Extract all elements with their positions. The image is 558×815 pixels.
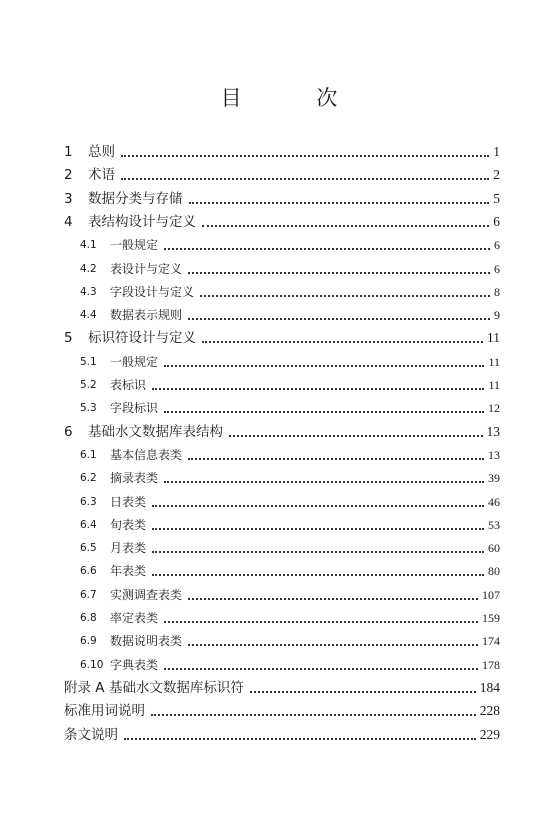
- toc-entry-number: 5: [64, 330, 73, 347]
- toc-entry-number: 5.3: [80, 402, 97, 415]
- toc-entry-number: 6: [64, 423, 73, 440]
- toc-entry-number: 6.8: [80, 612, 97, 624]
- dot-leader: [151, 712, 476, 716]
- toc-entry-label: 日表类: [110, 494, 147, 509]
- toc-entry-page-number: 11: [488, 354, 500, 369]
- toc-entry[interactable]: [80, 492, 500, 512]
- toc-entry-label: 摘录表类: [110, 471, 159, 486]
- toc-entry-label: 一般规定: [110, 238, 159, 253]
- toc-entry-number: 4.3: [80, 285, 97, 298]
- page-title: 目 次: [220, 86, 372, 110]
- toc-entry[interactable]: [80, 608, 500, 628]
- toc-entry-label: 标识符设计与定义: [88, 330, 196, 347]
- toc-entry-label: 基本信息表类: [110, 447, 183, 462]
- toc-entry-label: 实测调查表类: [110, 587, 183, 602]
- dot-leader: [164, 619, 478, 623]
- toc-entry-label: 数据说明表类: [110, 634, 183, 649]
- toc-entry-number: 6.1: [80, 448, 97, 461]
- toc-entry-label: 数据表示规则: [110, 308, 183, 323]
- toc-entry-page-number: 6: [494, 261, 500, 276]
- toc-entry[interactable]: [64, 142, 500, 162]
- toc-entry-page-number: 159: [482, 611, 500, 625]
- dot-leader: [200, 293, 490, 297]
- toc-entry-label: 附录 A 基础水文数据库标识符: [64, 679, 244, 696]
- toc-entry-label: 条文说明: [64, 726, 118, 743]
- toc-entry-label: 表设计与定义: [110, 261, 183, 276]
- toc-entry-label: 字段标识: [110, 401, 159, 416]
- toc-entry-number: 6.3: [80, 495, 97, 508]
- dot-leader: [229, 433, 483, 437]
- toc-entry-number: 6.4: [80, 518, 97, 531]
- dot-leader: [152, 503, 484, 507]
- toc-entry[interactable]: [80, 375, 500, 395]
- dot-leader: [124, 736, 476, 740]
- toc-entry[interactable]: [80, 305, 500, 325]
- toc-entry-label: 一般规定: [110, 354, 159, 369]
- toc-entry[interactable]: [64, 328, 500, 348]
- toc-entry-number: 4.2: [80, 262, 97, 275]
- toc-entry-page-number: 178: [482, 657, 500, 672]
- toc-entry[interactable]: [80, 445, 500, 465]
- toc-entry-page-number: 13: [488, 447, 500, 462]
- dot-leader: [164, 409, 484, 413]
- toc-entry-page-number: 228: [479, 703, 500, 719]
- dot-leader: [152, 549, 484, 553]
- toc-entry[interactable]: [80, 282, 500, 302]
- toc-entry-page-number: 6: [493, 213, 500, 229]
- toc-entry-number: 6.10: [80, 658, 104, 671]
- toc-entry-page-number: 8: [494, 284, 500, 299]
- toc-entry-page-number: 229: [479, 726, 500, 742]
- toc-entry[interactable]: [80, 585, 500, 605]
- toc-entry[interactable]: [64, 189, 500, 209]
- toc-entry-page-number: 80: [488, 564, 500, 579]
- toc-entry[interactable]: [64, 701, 500, 721]
- dot-leader: [164, 246, 490, 250]
- dot-leader: [164, 363, 484, 367]
- toc-entry-page-number: 12: [488, 401, 500, 416]
- dot-leader: [164, 666, 478, 670]
- toc-entry-label: 术语: [88, 167, 115, 184]
- toc-entry-label: 旬表类: [110, 517, 147, 532]
- toc-entry-number: 6.7: [80, 588, 97, 601]
- toc-entry[interactable]: [64, 422, 500, 442]
- toc-entry-number: 4: [64, 213, 73, 230]
- toc-entry-page-number: 53: [488, 517, 500, 532]
- toc-entry-label: 数据分类与存储: [88, 190, 183, 207]
- dot-leader: [121, 153, 489, 157]
- toc-entry-label: 率定表类: [110, 611, 159, 625]
- dot-leader: [202, 223, 489, 227]
- dot-leader: [152, 526, 484, 530]
- toc-entry-number: 5.1: [80, 355, 97, 368]
- toc-entry[interactable]: [64, 212, 500, 232]
- toc-entry-label: 字典表类: [110, 657, 159, 672]
- toc-entry-number: 6.5: [80, 542, 97, 555]
- toc-entry-page-number: 11: [488, 378, 500, 392]
- toc-entry-label: 年表类: [110, 564, 147, 579]
- dot-leader: [188, 642, 478, 646]
- dot-leader: [152, 572, 484, 576]
- toc-entry-label: 表结构设计与定义: [88, 213, 196, 230]
- toc-entry[interactable]: [80, 468, 500, 488]
- toc-entry[interactable]: [80, 259, 500, 279]
- dot-leader: [121, 176, 489, 180]
- toc-entry-page-number: 46: [488, 494, 500, 509]
- toc-entry-number: 6.6: [80, 565, 97, 578]
- toc-entry-number: 6.2: [80, 472, 97, 485]
- toc-entry-page-number: 11: [487, 330, 500, 346]
- toc-entry[interactable]: [80, 352, 500, 372]
- toc-entry[interactable]: [80, 398, 500, 418]
- toc-entry-page-number: 60: [488, 541, 500, 556]
- toc-entry-number: 6.9: [80, 635, 97, 648]
- toc-entry[interactable]: [80, 561, 500, 581]
- toc-entry-page-number: 5: [493, 190, 500, 206]
- toc-entry[interactable]: [64, 678, 500, 698]
- toc-entry-number: 4.1: [80, 239, 97, 252]
- toc-entry-page-number: 13: [486, 423, 500, 439]
- dot-leader: [164, 479, 484, 483]
- toc-entry-number: 2: [64, 167, 73, 184]
- toc-entry-page-number: 107: [482, 587, 500, 602]
- dot-leader: [188, 270, 490, 274]
- dot-leader: [152, 386, 484, 390]
- toc-entry-page-number: 174: [482, 634, 500, 649]
- toc-entry-label: 标准用词说明: [64, 703, 145, 720]
- toc-entry[interactable]: [80, 235, 500, 255]
- dot-leader: [250, 689, 476, 693]
- toc-entry-page-number: 6: [494, 238, 500, 253]
- dot-leader: [189, 200, 490, 204]
- dot-leader: [188, 456, 484, 460]
- toc-entry[interactable]: [80, 655, 500, 675]
- toc-entry-label: 表标识: [110, 378, 147, 392]
- dot-leader: [188, 596, 478, 600]
- toc-entry[interactable]: [80, 631, 500, 651]
- toc-entry-page-number: 2: [493, 167, 500, 183]
- toc-entry-label: 字段设计与定义: [110, 284, 195, 299]
- dot-leader: [202, 339, 483, 343]
- toc-entry-page-number: 9: [494, 308, 500, 323]
- toc-entry[interactable]: [64, 725, 500, 745]
- toc-entry[interactable]: [80, 515, 500, 535]
- toc-entry[interactable]: [64, 165, 500, 185]
- toc-entry-number: 4.4: [80, 309, 97, 322]
- toc-entry-number: 3: [64, 190, 73, 207]
- toc-entry-label: 基础水文数据库表结构: [88, 423, 223, 440]
- toc-entry-page-number: 184: [479, 679, 500, 695]
- toc-entry-number: 1: [64, 144, 73, 160]
- toc-entry-label: 总则: [88, 144, 115, 160]
- toc-entry-page-number: 39: [488, 471, 500, 486]
- toc-entry-label: 月表类: [110, 541, 147, 556]
- toc-entry[interactable]: [80, 538, 500, 558]
- dot-leader: [188, 316, 490, 320]
- toc-entry-number: 5.2: [80, 379, 97, 391]
- toc-entry-page-number: 1: [493, 144, 500, 159]
